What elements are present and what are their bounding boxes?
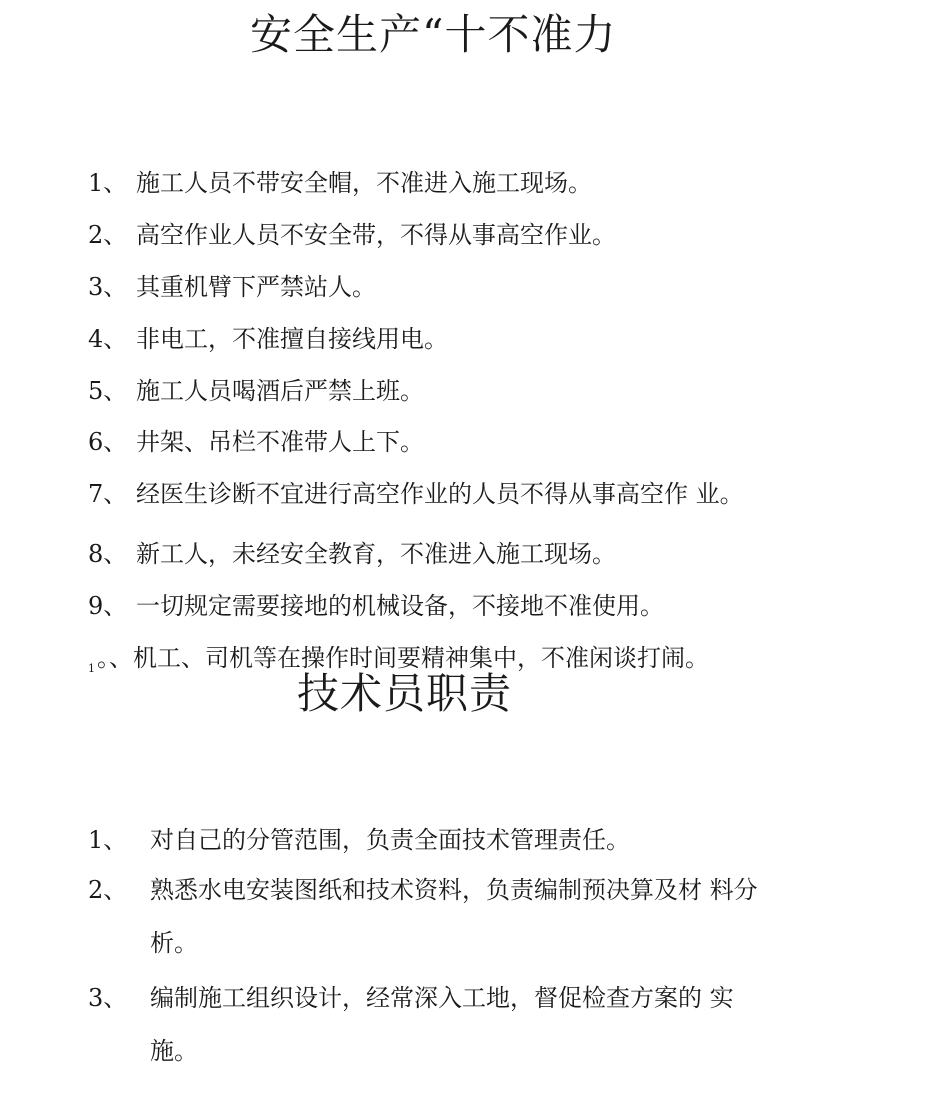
- duty-number: 2、: [88, 876, 128, 904]
- rule-text: 新工人，未经安全教育，不准进入施工现场。: [136, 540, 616, 568]
- duty-item-1: [88, 828, 630, 852]
- rule-text: 经医生诊断不宜进行高空作业的人员不得从事高空作 业。: [136, 480, 744, 508]
- rule-number: 1、: [88, 169, 128, 197]
- rule-text: 高空作业人员不安全带，不得从事高空作业。: [136, 221, 616, 249]
- document-title-safety: 安全生产“十不准力: [250, 10, 617, 59]
- duty-number: 3、: [88, 984, 128, 1012]
- rule-text: 井架、吊栏不准带人上下。: [136, 428, 424, 456]
- duty-text: 对自己的分管范围，负责全面技术管理责任。: [150, 826, 630, 854]
- rule-number: 8、: [88, 540, 128, 568]
- rule-item-8: [88, 542, 616, 566]
- rule-text: 施工人员喝酒后严禁上班。: [136, 377, 424, 405]
- rule-number: 9、: [88, 592, 128, 620]
- rule-item-6: [88, 430, 424, 454]
- rule-item-1: [88, 171, 592, 195]
- rule-number: 2、: [88, 221, 128, 249]
- rule-number-small: 1: [88, 662, 95, 675]
- rule-text: 其重机臂下严禁站人。: [136, 273, 376, 301]
- rule-number: 7、: [88, 480, 128, 508]
- rule-item-5: [88, 379, 424, 403]
- duty-item-2-continuation: 析。: [150, 929, 198, 957]
- duty-item-3-continuation: 施。: [150, 1037, 198, 1065]
- rule-number: 6、: [88, 428, 128, 456]
- duty-number: 1、: [88, 826, 128, 854]
- rule-item-9: [88, 594, 664, 618]
- rule-item-2: [88, 223, 616, 247]
- rule-number: 3、: [88, 273, 128, 301]
- rule-text: 。、机工、司机等在操作时间要精神集中，不准闲谈打闹。: [97, 644, 709, 672]
- rule-item-4: [88, 327, 448, 351]
- duty-text: 编制施工组织设计，经常深入工地，督促检查方案的 实: [150, 984, 734, 1012]
- section-title-technician-duties: 技术员职责: [297, 669, 513, 718]
- rule-text: 非电工，不准擅自接线用电。: [136, 325, 448, 353]
- duty-text: 熟悉水电安装图纸和技术资料，负责编制预决算及材 料分: [150, 876, 758, 904]
- rule-number: 5、: [88, 377, 128, 405]
- rule-text: 施工人员不带安全帽，不准进入施工现场。: [136, 169, 592, 197]
- duty-item-2: [88, 878, 758, 902]
- duty-item-3: [88, 986, 734, 1010]
- rule-item-7: [88, 482, 744, 506]
- rule-number: 4、: [88, 325, 128, 353]
- rule-text: 一切规定需要接地的机械设备，不接地不准使用。: [136, 592, 664, 620]
- rule-item-3: [88, 275, 376, 299]
